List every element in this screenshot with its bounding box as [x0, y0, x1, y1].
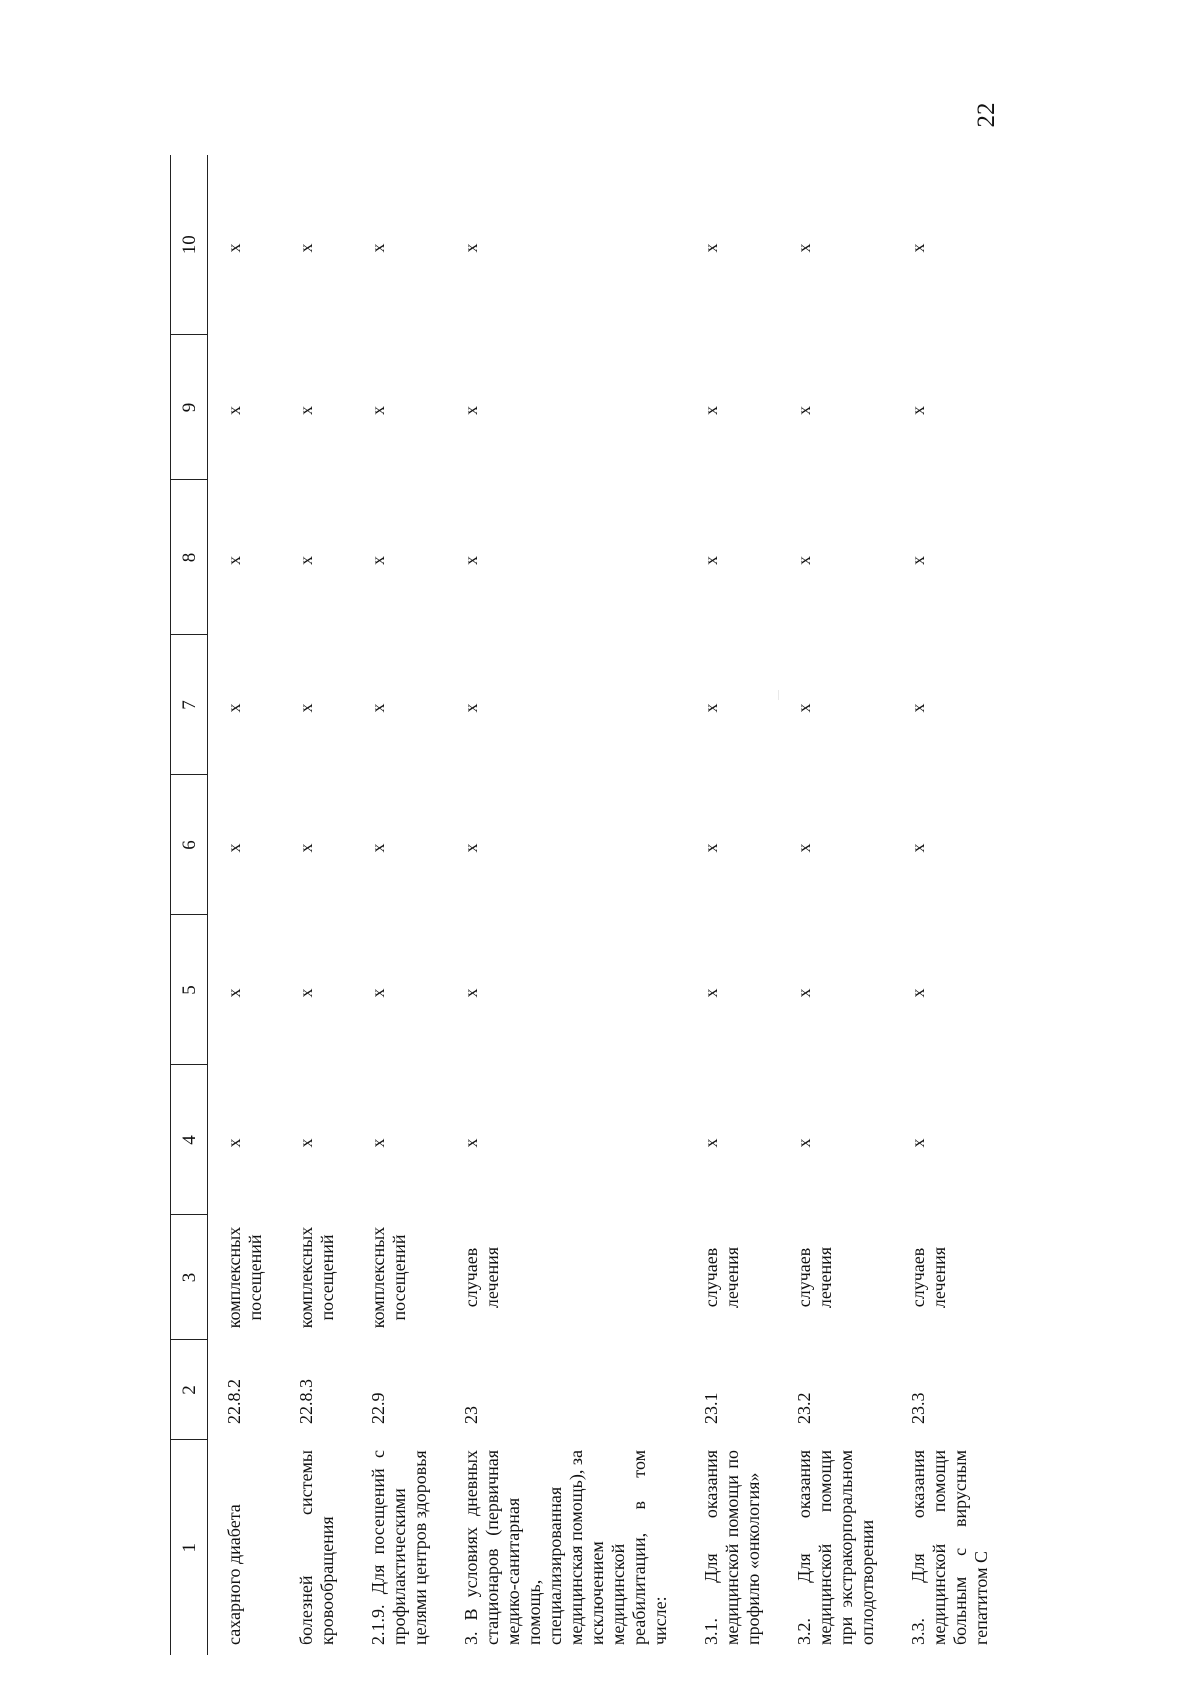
value-cell-col-9: x — [368, 406, 388, 415]
value-cell-col-10: x — [461, 243, 481, 253]
value-cell-col-5: x — [296, 988, 316, 998]
table-row — [445, 155, 685, 1655]
row-name: 3.2. Для оказания медицинской помощи при экстракорпоральном оплодотворении — [794, 1450, 877, 1645]
value-cell-col-5: x — [461, 988, 481, 998]
row-code: 23.3 — [908, 1392, 928, 1424]
header-col-4: 4 — [171, 1065, 208, 1215]
value-cell-col-9: x — [296, 406, 316, 415]
header-col-7: 7 — [171, 635, 208, 775]
value-cell-col-7: x — [461, 703, 481, 713]
row-code: 22.8.2 — [224, 1379, 244, 1424]
table-row — [892, 155, 1006, 1655]
value-cell-col-6: x — [794, 843, 814, 853]
row-unit: комплексных посещений — [296, 1226, 337, 1329]
value-cell-col-7: x — [296, 703, 316, 713]
value-cell-col-7: x — [224, 703, 244, 713]
value-cell-col-8: x — [296, 556, 316, 565]
row-unit: комплексных посещений — [224, 1226, 265, 1329]
value-cell-col-10: x — [224, 243, 244, 253]
value-cell-col-5: x — [368, 988, 388, 998]
value-cell-col-6: x — [296, 843, 316, 853]
value-cell-col-7: x — [368, 703, 388, 713]
header-col-9: 9 — [171, 335, 208, 480]
row-code: 23.1 — [701, 1392, 721, 1424]
header-col-10: 10 — [171, 155, 208, 335]
value-cell-col-10: x — [908, 243, 928, 253]
value-cell-col-8: x — [368, 556, 388, 565]
value-cell-col-10: x — [368, 243, 388, 253]
data-table — [170, 155, 1006, 1655]
row-code: 22.8.3 — [296, 1379, 316, 1424]
value-cell-col-7: x — [794, 703, 814, 713]
value-cell-col-4: x — [701, 1138, 721, 1148]
table-row — [778, 155, 892, 1655]
value-cell-col-8: x — [794, 556, 814, 565]
value-cell-col-4: x — [224, 1138, 244, 1148]
value-cell-col-10: x — [296, 243, 316, 253]
row-name: сахарного диабета — [224, 1504, 244, 1645]
row-name: 2.1.9. Для посещений с профилактическими целями центров здоровья — [368, 1450, 430, 1645]
value-cell-col-5: x — [701, 988, 721, 998]
table-row — [685, 155, 778, 1655]
value-cell-col-5: x — [794, 988, 814, 998]
row-name: 3. В условиях дневных стационаров (первичная медико-санитарная помощь, специализированная медицинская помощь), за исключением медицинской реабилитации, в том числе: — [461, 1450, 670, 1645]
row-unit: случаев лечения — [461, 1246, 502, 1309]
value-cell-col-8: x — [461, 556, 481, 565]
value-cell-col-8: x — [908, 556, 928, 565]
value-cell-col-6: x — [701, 843, 721, 853]
value-cell-col-5: x — [224, 988, 244, 998]
value-cell-col-4: x — [368, 1138, 388, 1148]
value-cell-col-8: x — [224, 556, 244, 565]
table-header — [171, 155, 208, 1655]
value-cell-col-4: x — [461, 1138, 481, 1148]
row-code: 23 — [461, 1406, 481, 1424]
table-row — [352, 155, 445, 1655]
page-number: 22 — [973, 102, 1000, 128]
value-cell-col-9: x — [224, 406, 244, 415]
value-cell-col-5: x — [908, 988, 928, 998]
header-col-8: 8 — [171, 480, 208, 635]
row-name: болезней системы кровообращения — [296, 1450, 337, 1645]
row-unit: случаев лечения — [794, 1246, 835, 1309]
value-cell-col-4: x — [296, 1138, 316, 1148]
row-unit: случаев лечения — [701, 1246, 742, 1309]
value-cell-col-6: x — [461, 843, 481, 853]
row-unit: комплексных посещений — [368, 1226, 409, 1329]
table-row — [280, 155, 352, 1655]
value-cell-col-10: x — [794, 243, 814, 253]
value-cell-col-7: x — [701, 703, 721, 713]
value-cell-col-9: x — [794, 406, 814, 415]
value-cell-col-9: x — [461, 406, 481, 415]
row-name: 3.1. Для оказания медицинской помощи по профилю «онкология» — [701, 1450, 763, 1645]
table-row — [208, 155, 281, 1655]
header-col-3: 3 — [171, 1215, 208, 1340]
rotated-table-container — [170, 95, 1200, 1655]
row-code: 22.9 — [368, 1392, 388, 1424]
header-col-6: 6 — [171, 775, 208, 915]
value-cell-col-4: x — [794, 1138, 814, 1148]
header-col-5: 5 — [171, 915, 208, 1065]
header-col-2: 2 — [171, 1340, 208, 1440]
value-cell-col-10: x — [701, 243, 721, 253]
value-cell-col-9: x — [908, 406, 928, 415]
value-cell-col-8: x — [701, 556, 721, 565]
value-cell-col-6: x — [908, 843, 928, 853]
row-code: 23.2 — [794, 1392, 814, 1424]
value-cell-col-6: x — [224, 843, 244, 853]
value-cell-col-9: x — [701, 406, 721, 415]
header-col-1: 1 — [171, 1440, 208, 1655]
value-cell-col-4: x — [908, 1138, 928, 1148]
value-cell-col-6: x — [368, 843, 388, 853]
row-name: 3.3. Для оказания медицинской помощи больным с вирусным гепатитом С — [908, 1450, 991, 1645]
row-unit: случаев лечения — [908, 1246, 949, 1309]
table-body — [208, 155, 1007, 1655]
value-cell-col-7: x — [908, 703, 928, 713]
